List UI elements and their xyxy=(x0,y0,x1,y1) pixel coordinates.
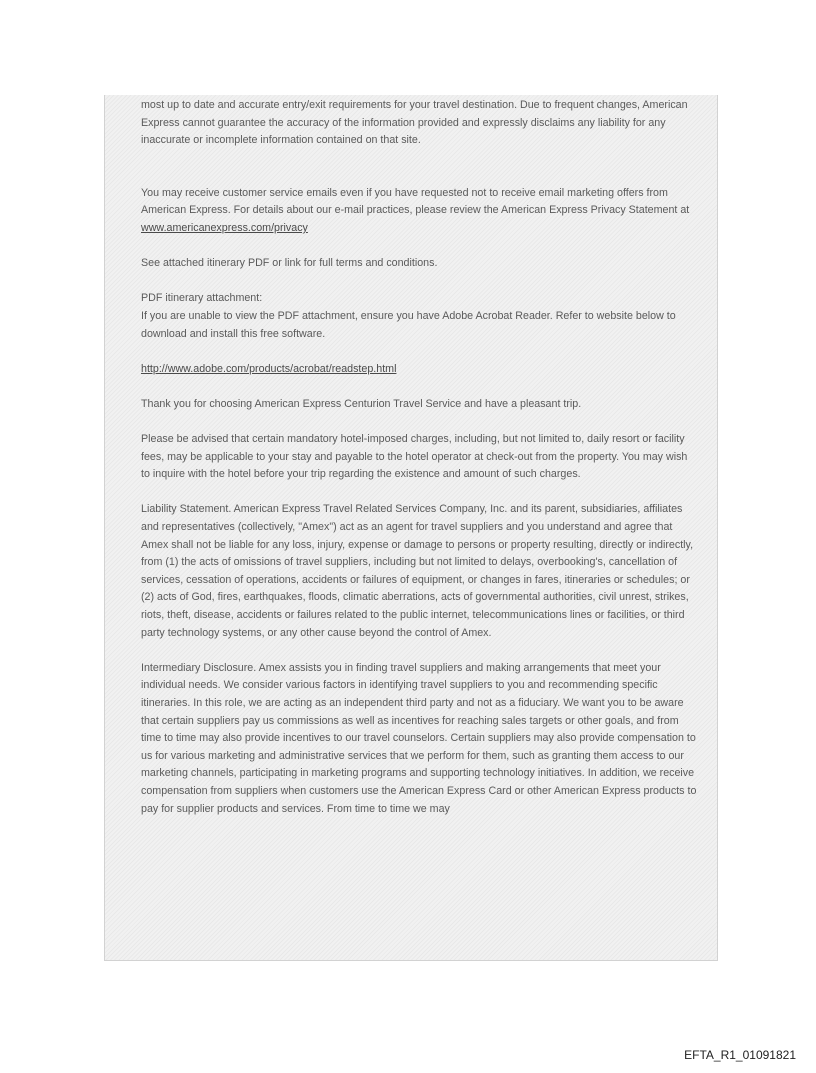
pdf-attachment-paragraph: If you are unable to view the PDF attachment, ensure you have Adobe Acrobat Reader. Refer to website below to download and install this free software. xyxy=(141,309,676,340)
email-body-content xyxy=(141,97,697,818)
document-id-label: EFTA_R1_01091821 xyxy=(684,1048,796,1062)
pdf-attachment-title: PDF itinerary attachment: xyxy=(141,292,263,305)
adobe-download-paragraph xyxy=(141,361,697,379)
liability-statement-paragraph: Liability Statement. American Express Travel Related Services Company, Inc. and its parent, subsidiaries, affiliates and representatives (collectively, "Amex") act as an agent for travel suppliers and you understand and agree that Amex shall not be liable for any loss, injury, expense or damage to persons or property resulting, directly or indirectly, from (1) the acts of omissions of travel suppliers, including but not limited to delays, overbooking's, cancellation of services, cessation of operations, accidents or failures of equipment, or changes in fares, itineraries or schedules; or (2) acts of God, fires, earthquakes, floods, climatic aberrations, acts of governmental authorities, civil unrest, strikes, riots, theft, disease, accidents or failures related to the public internet, telecommunications lines or facilities, or third party technology systems, or any other cause beyond the control of Amex. xyxy=(141,503,694,639)
email-body-frame xyxy=(104,95,718,961)
hotel-charges-paragraph: Please be advised that certain mandatory hotel-imposed charges, including, but not limited to, daily resort or facility fees, may be applicable to your stay and payable to the hotel operator at check-out from the property. You may wish to inquire with the hotel before your trip regarding the existence and amount of such charges. xyxy=(141,433,688,481)
email-practices-paragraph xyxy=(141,185,697,238)
privacy-statement-link[interactable]: www.americanexpress.com/privacy xyxy=(141,221,308,234)
intermediary-disclosure-paragraph: Intermediary Disclosure. Amex assists you in finding travel suppliers and making arrangements that meet your individual needs. We consider various factors in identifying travel suppliers to you and recommending specific itineraries. In this role, we are acting as an independent third party and not as a fiduciary. We want you to be aware that certain suppliers pay us commissions as well as incentives for reaching sales targets or other goals, and from time to time may also provide incentives to our travel counselors. Certain suppliers may also provide compensation to us for various marketing and administrative services that we perform for them, such as granting them access to our marketing channels, participating in marketing programs and supporting technology initiatives. In addition, we receive compensation from suppliers when customers use the American Express Card or other American Express products to pay for supplier products and services. From time to time we may xyxy=(141,661,697,815)
adobe-reader-link[interactable]: http://www.adobe.com/products/acrobat/readstep.html xyxy=(141,362,397,375)
entry-requirements-paragraph: most up to date and accurate entry/exit requirements for your travel destination. Due to frequent changes, American Express cannot guarantee the accuracy of the information provided and expressly disclaims any liability for any inaccurate or incomplete information contained on that site. xyxy=(141,99,688,147)
terms-paragraph: See attached itinerary PDF or link for full terms and conditions. xyxy=(141,257,438,270)
thank-you-paragraph: Thank you for choosing American Express Centurion Travel Service and have a pleasant trip. xyxy=(141,397,582,410)
email-practices-text: You may receive customer service emails even if you have requested not to receive email marketing offers from American Express. For details about our e-mail practices, please review the American Express Privacy Statement at xyxy=(141,186,690,217)
